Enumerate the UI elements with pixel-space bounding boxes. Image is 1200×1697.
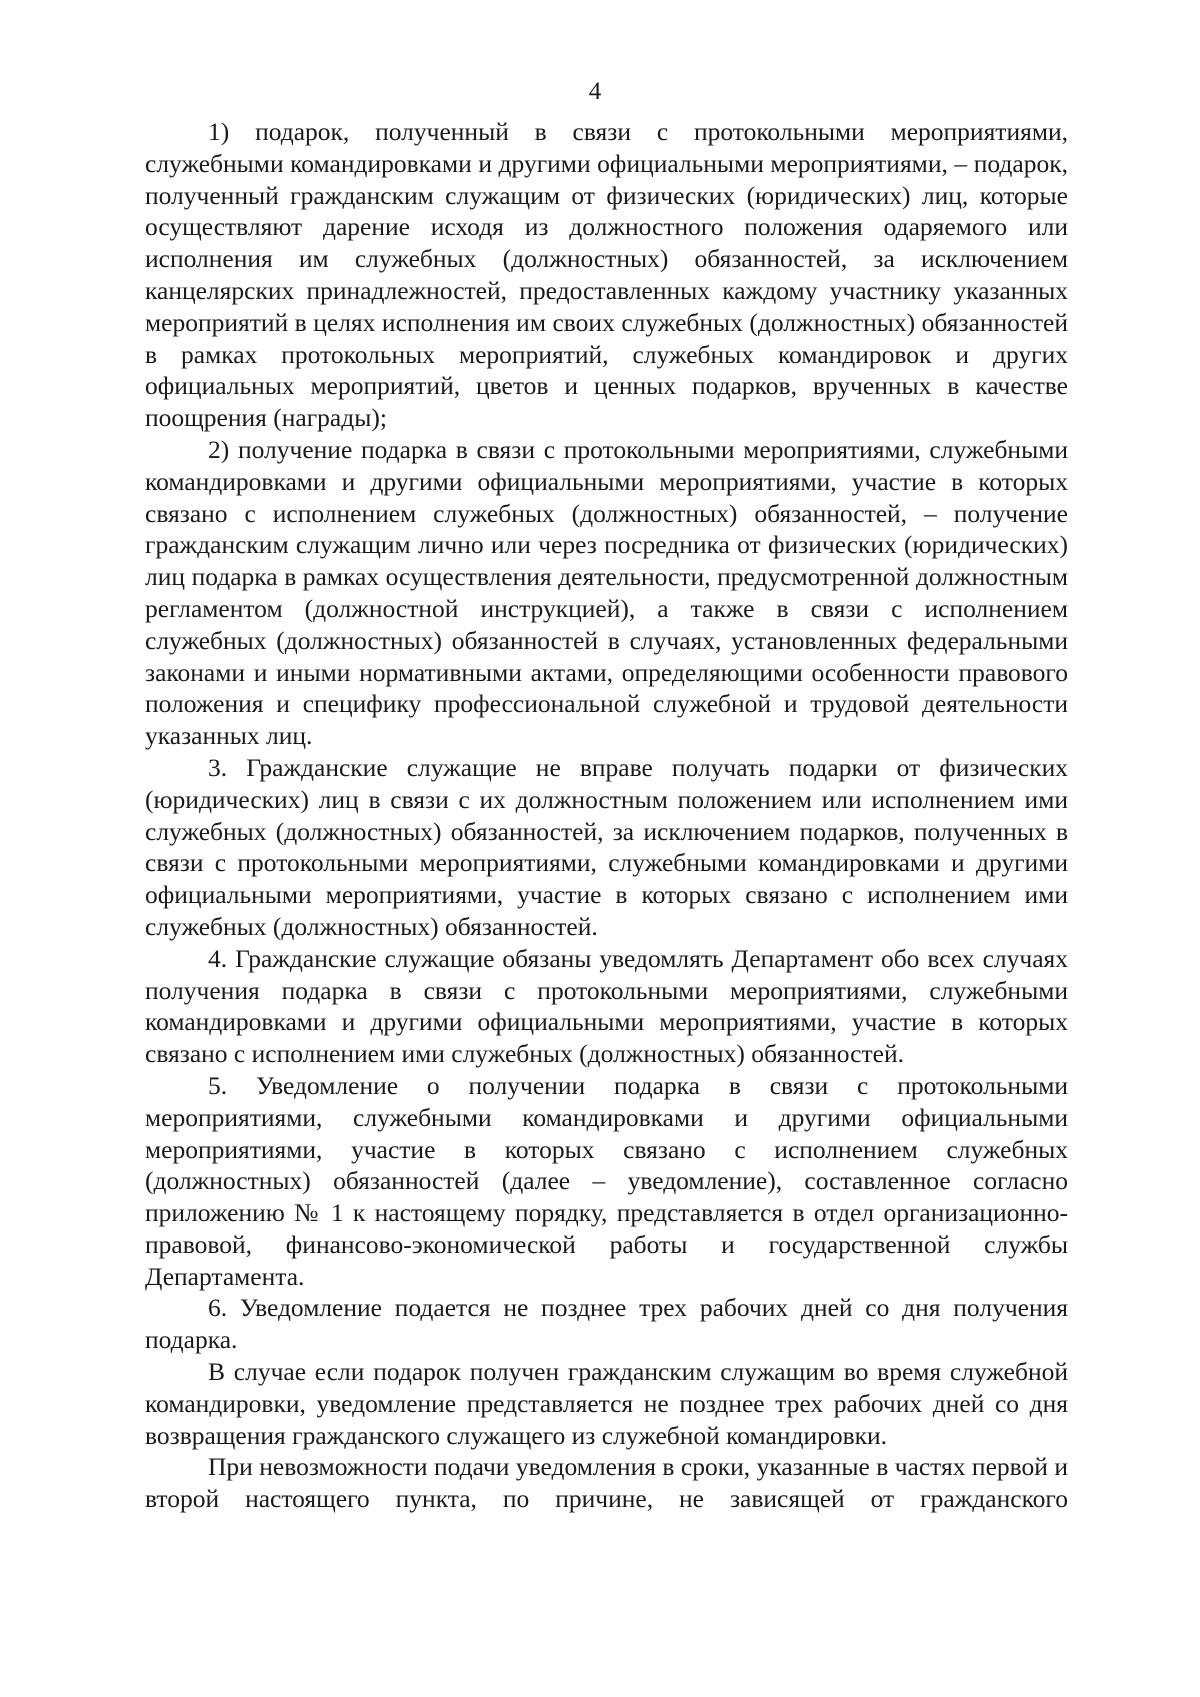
paragraph-section-6-part-3: При невозможности подачи уведомления в сроки, указанные в частях первой и второй настоящего пункта, по причине, не зависящей от гражданского (145, 1452, 1068, 1514)
page-number: 4 (588, 78, 602, 105)
paragraph-section-6-part-2: В случае если подарок получен гражданским служащим во время служебной командировки, уведомление представляется не позднее трех рабочих дней со дня возвращения гражданского служащего из служебной командировки. (145, 1357, 1068, 1450)
paragraph-item-1: 1) подарок, полученный в связи с протокольными мероприятиями, служебными командировками и другими официальными мероприятиями, – подарок, полученный гражданским служащим от физических (юридических) лиц, которые осуществляют дарение исходя из должностного положения одаряемого или исполнения им служебных (должностных) обязанностей, за исключением канцелярских принадлежностей, предоставленных каждому участнику указанных мероприятий в целях исполнения им своих служебных (должностных) обязанностей в рамках протокольных мероприятий, служебных командировок и других официальных мероприятий, цветов и ценных подарков, врученных в качестве поощрения (награды); (145, 117, 1068, 433)
paragraph-section-5: 5. Уведомление о получении подарка в связи с протокольными мероприятиями, служебными командировками и другими официальными мероприятиями, участие в которых связано с исполнением служебных (должностных) обязанностей (далее – уведомление), составленное согласно приложению № 1 к настоящему порядку, представляется в отдел организационно-правовой, финансово-экономической работы и государственной службы Департамента. (145, 1070, 1068, 1291)
paragraph-section-4: 4. Гражданские служащие обязаны уведомлять Департамент обо всех случаях получения подарка в связи с протокольными мероприятиями, служебными командировками и другими официальными мероприятиями, участие в которых связано с исполнением ими служебных (должностных) обязанностей. (145, 943, 1068, 1069)
paragraph-item-2: 2) получение подарка в связи с протокольными мероприятиями, служебными командировками и другими официальными мероприятиями, участие в которых связано с исполнением служебных (должностных) обязанностей, – получение гражданским служащим лично или через посредника от физических (юридических) лиц подарка в рамках осуществления деятельности, предусмотренной должностным регламентом (должностной инструкцией), а также в связи с исполнением служебных (должностных) обязанностей в случаях, установленных федеральными законами и иными нормативными актами, определяющими особенности правового положения и специфику профессиональной служебной и трудовой деятельности указанных лиц. (145, 434, 1068, 751)
document-body (145, 116, 1068, 1515)
paragraph-section-3: 3. Гражданские служащие не вправе получать подарки от физических (юридических) лиц в связи с их должностным положением или исполнением ими служебных (должностных) обязанностей, за исключением подарков, полученных в связи с протокольными мероприятиями, служебными командировками и другими официальными мероприятиями, участие в которых связано с исполнением ими служебных (должностных) обязанностей. (145, 752, 1068, 941)
paragraph-section-6: 6. Уведомление подается не позднее трех рабочих дней со дня получения подарка. (145, 1293, 1068, 1355)
